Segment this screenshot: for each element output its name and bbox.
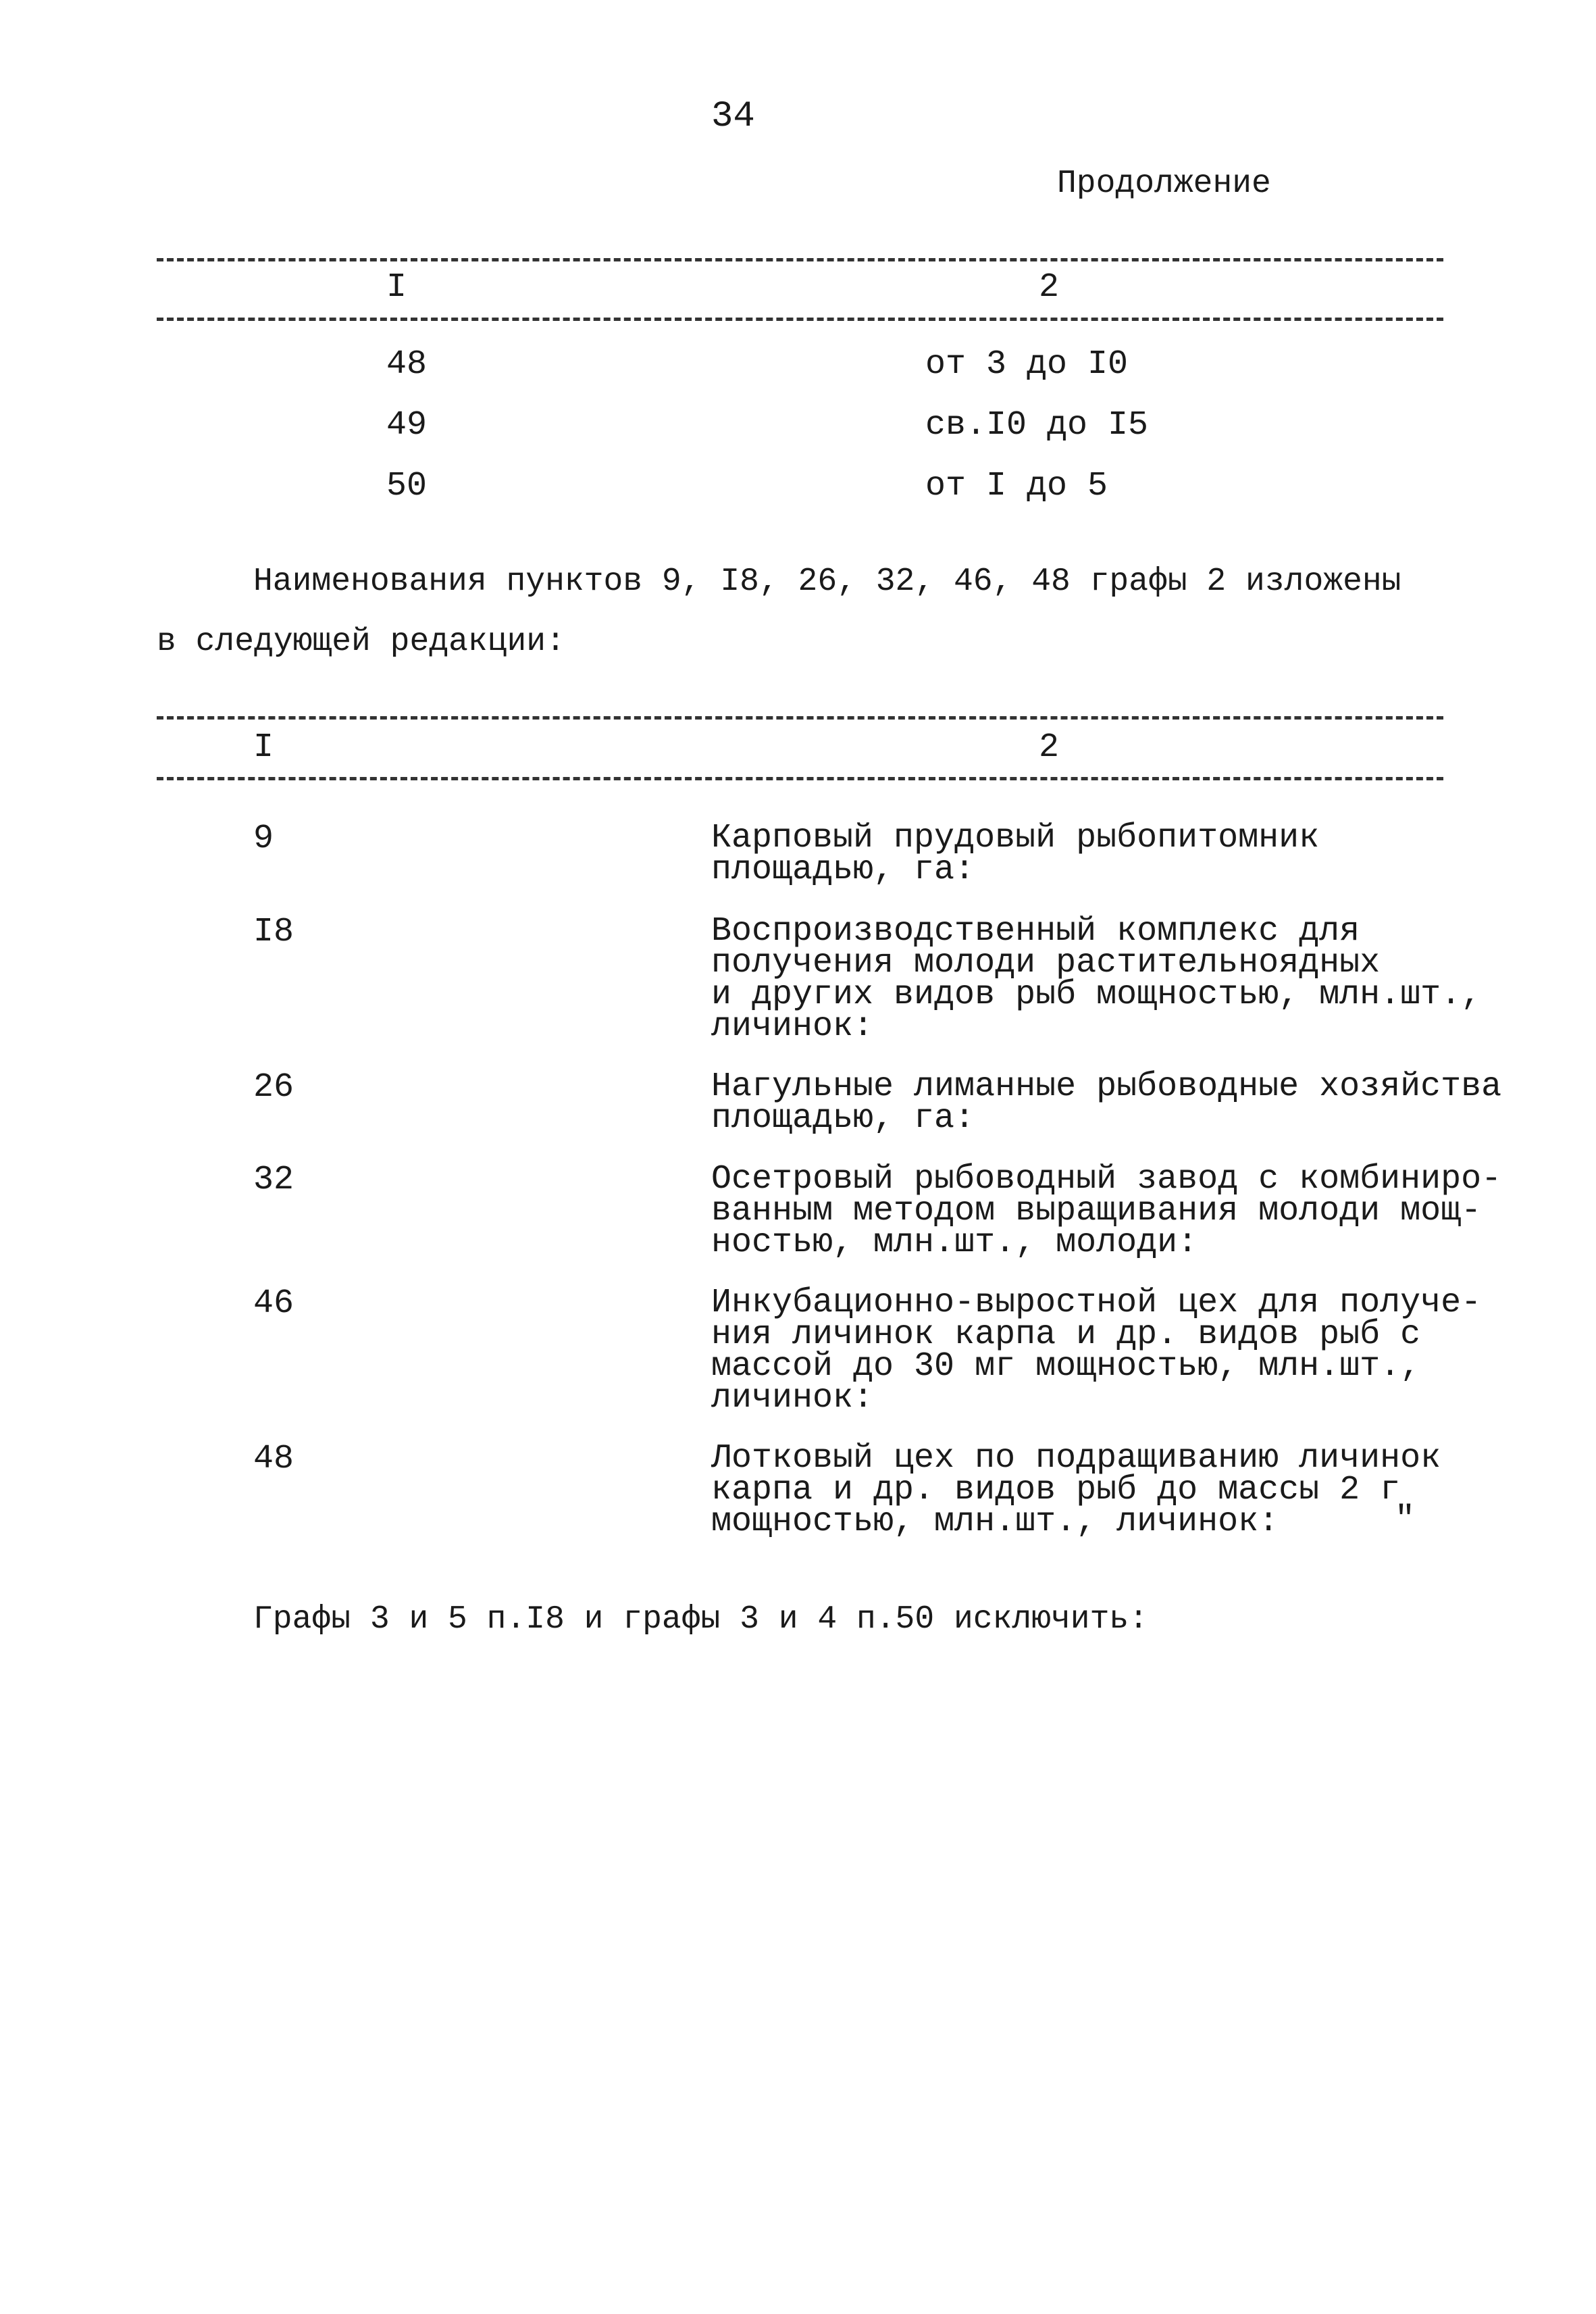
table-1-row-num: 50 [386, 467, 428, 505]
description-line: Карповый прудовый рыбопитомник [711, 819, 1320, 857]
table-2-header-col1: I [253, 728, 274, 767]
table-2-header-col2: 2 [1039, 728, 1060, 767]
table-2-row-description [711, 1067, 1502, 1138]
table-2-row-description [711, 912, 1482, 1046]
description-line: мощностью, млн.шт., личинок: [711, 1503, 1279, 1541]
table-1-top-rule [157, 258, 1443, 261]
closing-quote-mark: " [1395, 1501, 1416, 1539]
table-2-row-num: 32 [253, 1161, 294, 1199]
table-1-header-rule [157, 318, 1443, 321]
table-1-row-num: 49 [386, 406, 428, 445]
description-line: ванным методом выращивания молоди мощ- [711, 1192, 1482, 1230]
description-line: Инкубационно-выростной цех для получе- [711, 1284, 1482, 1322]
table-2-row-num: 26 [253, 1068, 294, 1107]
description-line: ния личинок карпа и др. видов рыб с [711, 1315, 1421, 1354]
description-line: Лотковый цех по подращиванию личинок [711, 1439, 1441, 1478]
table-1-row-num: 48 [386, 345, 428, 384]
description-line: массой до 30 мг мощностью, млн.шт., [711, 1347, 1421, 1386]
description-line: площадью, га: [711, 851, 975, 889]
page-number: 34 [711, 96, 755, 137]
description-line: площадью, га: [711, 1099, 975, 1138]
description-line: карпа и др. видов рыб до массы 2 г [711, 1471, 1401, 1509]
paragraph-line-1: Наименования пунктов 9, I8, 26, 32, 46, 48 графы 2 изложены [253, 563, 1401, 600]
table-2-header-rule [157, 777, 1443, 780]
table-2-top-rule [157, 716, 1443, 720]
table-2-row-description [711, 1284, 1482, 1417]
description-line: личинок: [711, 1007, 874, 1046]
table-1-header-col2: 2 [1039, 268, 1060, 307]
table-2-row-num: 9 [253, 820, 274, 858]
description-line: Нагульные лиманные рыбоводные хозяйства [711, 1067, 1502, 1106]
description-line: личинок: [711, 1379, 874, 1417]
final-note: Графы 3 и 5 п.I8 и графы 3 и 4 п.50 исключить: [253, 1601, 1149, 1638]
continuation-label: Продолжение [1057, 166, 1271, 202]
description-line: и других видов рыб мощностью, млн.шт., [711, 976, 1482, 1014]
table-1-row-value: от 3 до I0 [925, 345, 1129, 384]
table-2-row-description [711, 1160, 1502, 1262]
paragraph-line-2: в следующей редакции: [157, 624, 565, 660]
table-2-row-description [711, 1439, 1441, 1541]
description-line: Осетровый рыбоводный завод с комбиниро- [711, 1160, 1502, 1199]
description-line: Воспроизводственный комплекс для [711, 912, 1360, 951]
table-1-header-col1: I [386, 268, 407, 307]
table-2-row-num: 48 [253, 1440, 294, 1478]
table-1-row-value: св.I0 до I5 [925, 406, 1149, 445]
table-2-row-num: I8 [253, 913, 294, 951]
description-line: получения молоди растительноядных [711, 944, 1381, 982]
table-2-row-description [711, 819, 1320, 889]
table-1-row-value: от I до 5 [925, 467, 1108, 505]
table-2-row-num: 46 [253, 1284, 294, 1323]
description-line: ностью, млн.шт., молоди: [711, 1224, 1198, 1262]
